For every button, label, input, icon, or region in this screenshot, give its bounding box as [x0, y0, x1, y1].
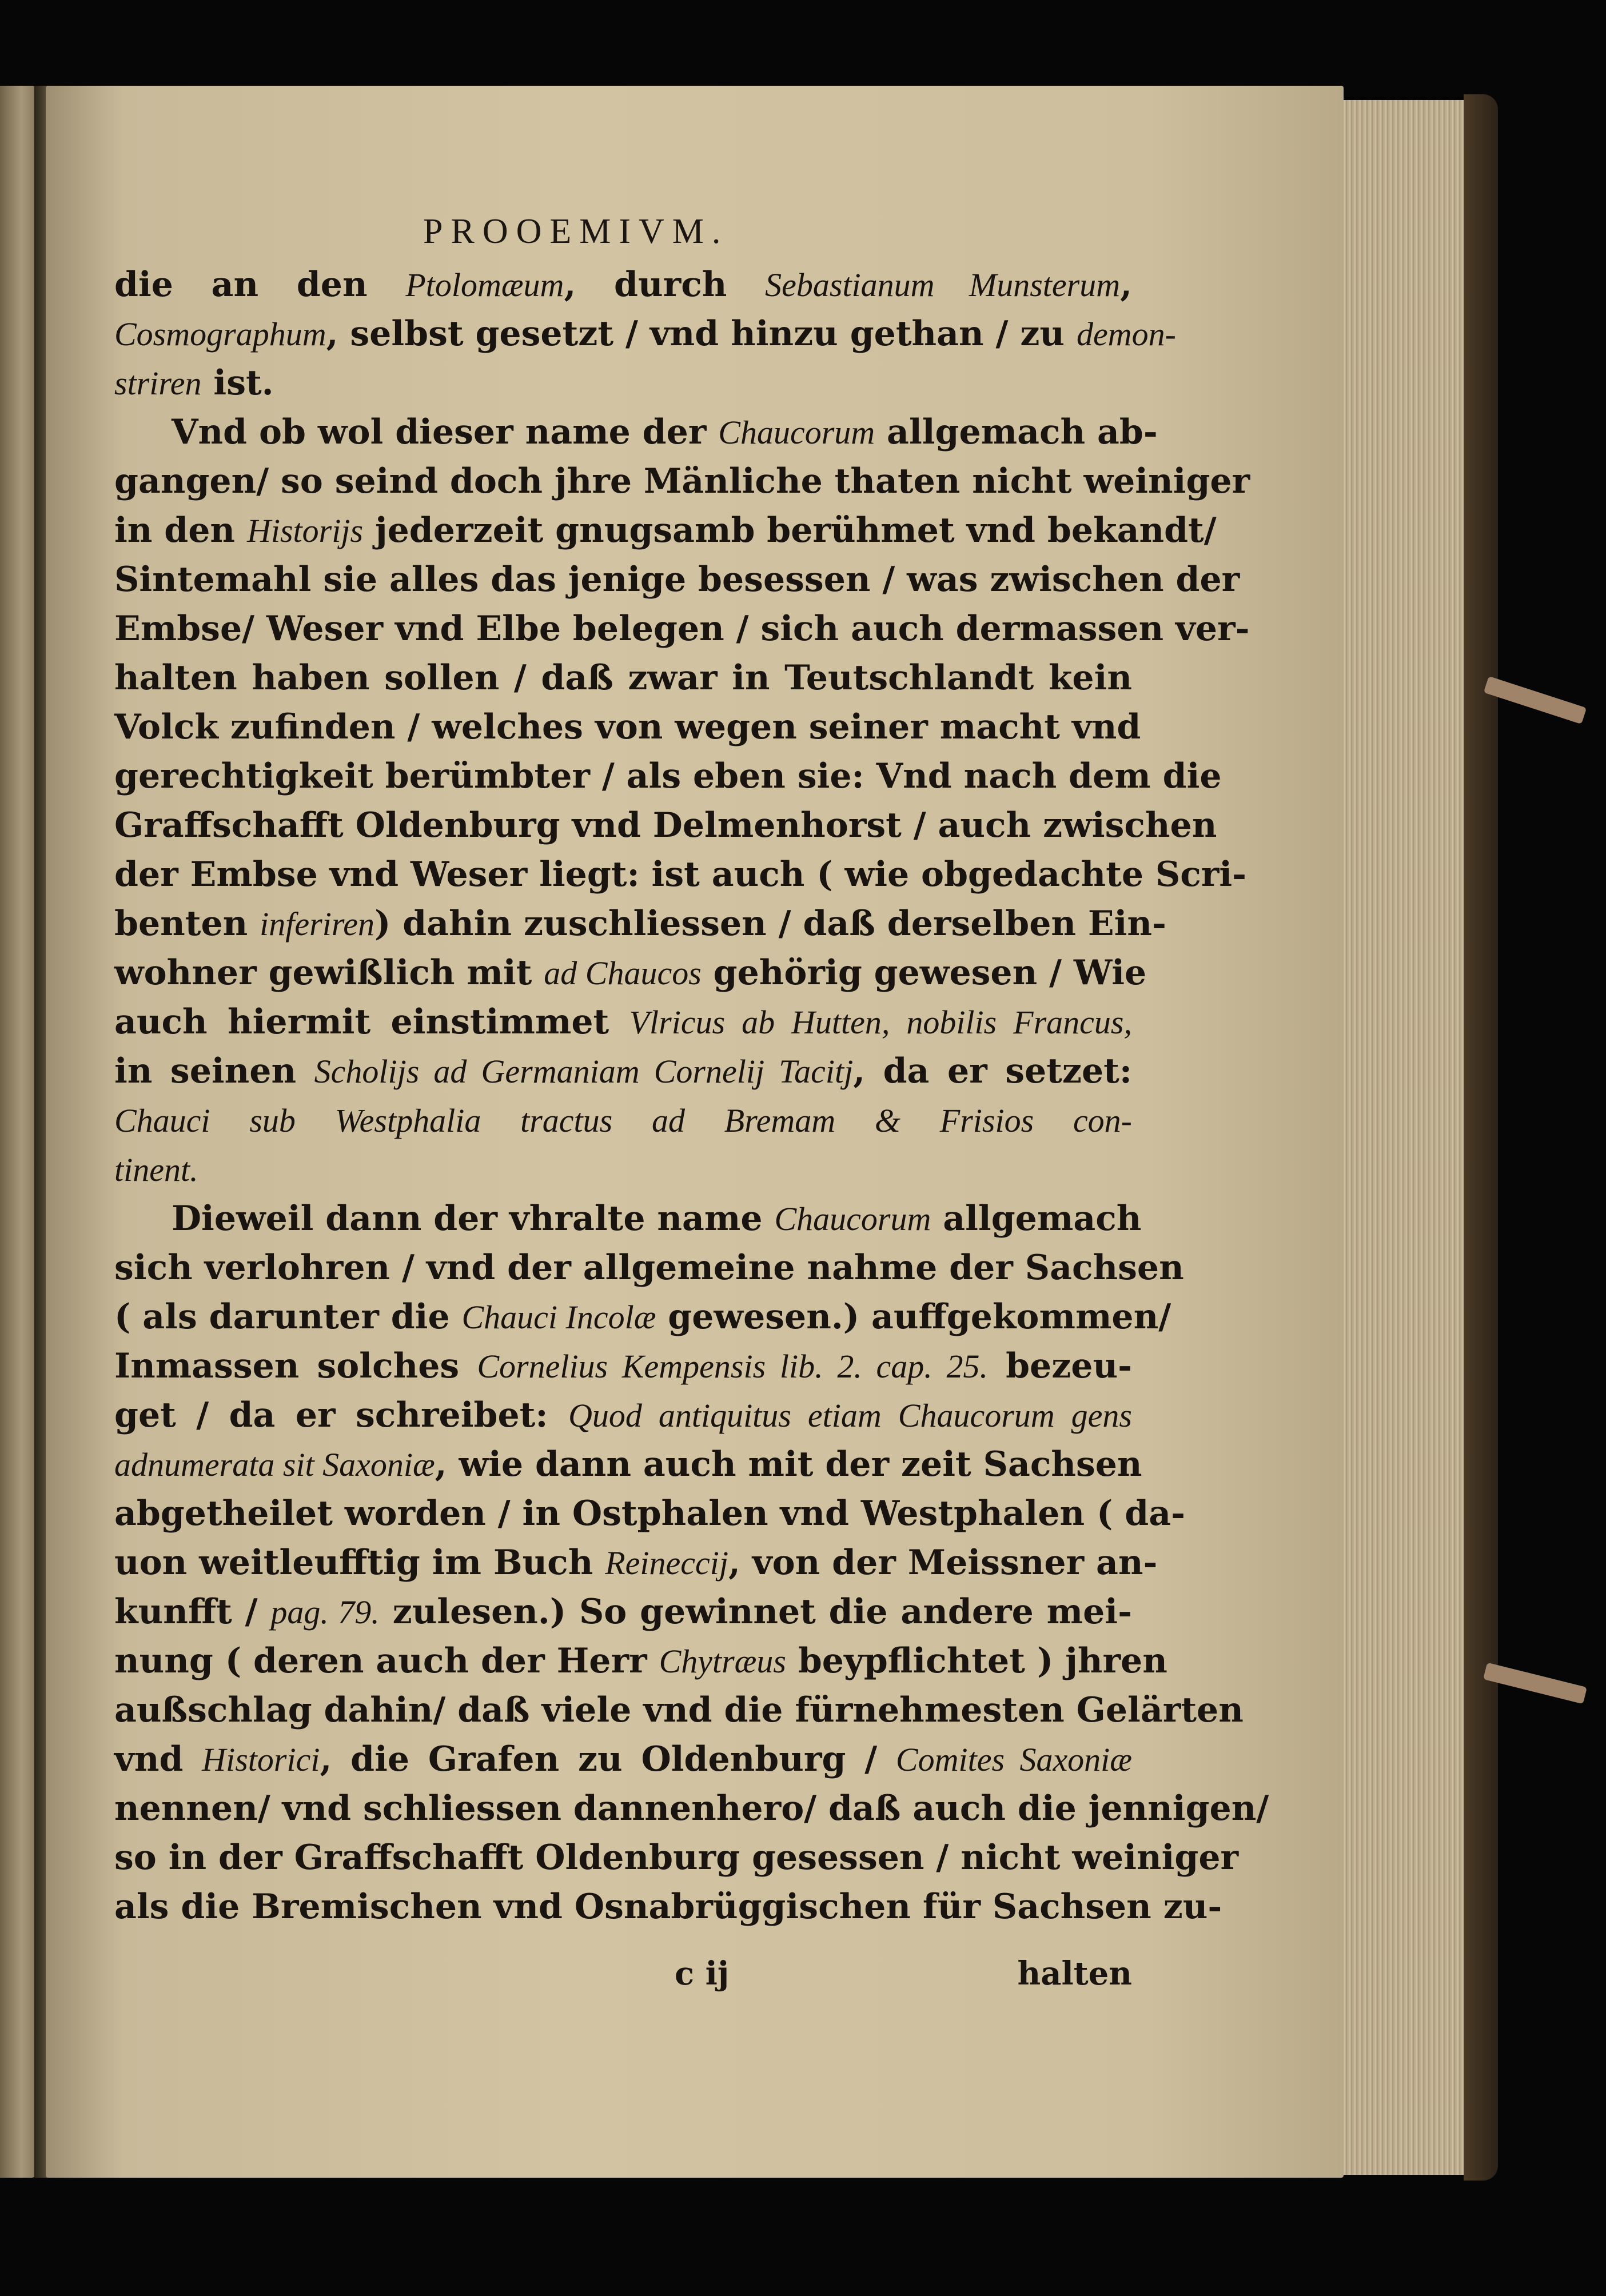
latin-phrase: Cosmographum: [114, 316, 326, 353]
text-line: [114, 260, 1132, 309]
latin-phrase: Chauci sub Westphalia tractus ad Bremam & Frisios con-: [114, 1102, 1132, 1139]
text-line: [114, 899, 1166, 948]
latin-phrase: Vlricus ab Hutten, nobilis Francus,: [629, 1004, 1132, 1041]
text-run: Vnd ob wol dieser name der: [172, 412, 719, 452]
text-line: [114, 1489, 1185, 1538]
text-line: [114, 555, 1240, 604]
text-run: gerechtigkeit berümbter / als eben sie: Vnd nach dem die: [114, 756, 1222, 796]
catchword: halten: [1017, 1955, 1132, 1992]
latin-phrase: Chaucorum: [718, 414, 875, 451]
text-run: die an den: [114, 265, 406, 305]
text-run: , wie dann auch mit der zeit Sachsen: [435, 1444, 1142, 1484]
text-line: [114, 1587, 1132, 1636]
text-run: , da er setzet:: [853, 1051, 1133, 1091]
text-line: [114, 1636, 1167, 1686]
left-page-edge: [0, 86, 35, 2178]
text-run: Volck zufinden / welches von wegen seiner macht vnd: [114, 707, 1141, 747]
text-line: [114, 1833, 1239, 1882]
bookmark-ribbon: [1484, 676, 1587, 724]
text-line: [114, 948, 1147, 997]
running-head: PROOEMIVM.: [423, 212, 729, 251]
text-line: [114, 850, 1247, 899]
text-line: [114, 408, 1158, 457]
latin-phrase: Chauci Incolæ: [461, 1299, 656, 1336]
text-run: vnd: [114, 1739, 202, 1779]
text-line: [114, 1784, 1269, 1833]
text-line: [114, 1292, 1171, 1341]
text-run: zulesen.) So gewinnet die andere mei-: [379, 1592, 1133, 1632]
text-line: [114, 358, 1132, 408]
latin-phrase: tinent.: [114, 1151, 198, 1188]
text-run: allgemach ab-: [875, 412, 1158, 452]
text-run: in den: [114, 510, 247, 550]
text-run: Sintemahl sie alles das jenige besessen / was zwischen der: [114, 560, 1240, 600]
text-run: Embse/ Weser vnd Elbe belegen / sich auch dermassen ver-: [114, 609, 1250, 649]
latin-phrase: demon-: [1076, 316, 1176, 353]
text-run: nennen/ vnd schliessen dannenhero/ daß auch die jennigen/: [114, 1788, 1269, 1828]
signature-mark: c ij: [675, 1955, 730, 1992]
text-run: in seinen: [114, 1051, 314, 1091]
text-line: [114, 801, 1217, 850]
text-run: , durch: [564, 265, 766, 305]
text-line: [114, 1735, 1132, 1784]
text-run: außschlag dahin/ daß viele vnd die fürnehmesten Gelärten: [114, 1690, 1244, 1730]
text-run: benten: [114, 904, 260, 944]
text-run: halten haben sollen / daß zwar in Teutschlandt kein: [114, 658, 1132, 698]
text-run: Graffschafft Oldenburg vnd Delmenhorst / auch zwischen: [114, 805, 1217, 845]
latin-phrase: Scholijs ad Germaniam Cornelij Tacitj: [314, 1053, 854, 1090]
book-cover-edge: [1464, 94, 1498, 2181]
text-line: [114, 1047, 1132, 1096]
text-run: Inmassen solches: [114, 1346, 477, 1386]
latin-phrase: adnumerata sit Saxoniæ: [114, 1446, 435, 1483]
text-run: als die Bremischen vnd Osnabrüggischen für Sachsen zu-: [114, 1887, 1222, 1927]
text-line: [114, 1391, 1132, 1440]
latin-phrase: Ptolomæum: [405, 266, 564, 304]
text-line: [114, 1440, 1142, 1489]
text-run: gewesen.) auffgekommen/: [656, 1297, 1171, 1337]
text-line: [114, 1145, 1132, 1194]
text-line: [114, 1538, 1158, 1587]
text-line: [114, 702, 1141, 752]
text-line: [114, 309, 1176, 358]
text-line: [114, 1686, 1244, 1735]
text-run: , von der Meissner an-: [728, 1543, 1158, 1583]
text-run: sich verlohren / vnd der allgemeine nahme der Sachsen: [114, 1248, 1184, 1288]
latin-phrase: pag. 79.: [270, 1594, 380, 1631]
text-run: der Embse vnd Weser liegt: ist auch ( wie obgedachte Scri-: [114, 854, 1247, 895]
latin-phrase: Historici: [202, 1741, 320, 1778]
text-run: wohner gewißlich mit: [114, 953, 544, 993]
bookmark-ribbon: [1483, 1663, 1587, 1704]
text-run: allgemach: [931, 1199, 1142, 1239]
text-run: so in der Graffschafft Oldenburg gesessen / nicht weiniger: [114, 1838, 1239, 1878]
text-line: [114, 997, 1132, 1047]
text-line: [114, 457, 1250, 506]
latin-phrase: striren: [114, 365, 202, 402]
text-run: kunfft /: [114, 1592, 271, 1632]
text-line: [114, 752, 1222, 801]
latin-phrase: inferiren: [260, 905, 374, 943]
latin-phrase: Chaucorum: [774, 1200, 931, 1237]
latin-phrase: Sebastianum Munsterum: [765, 266, 1121, 304]
text-line: [114, 604, 1250, 653]
text-run: jederzeit gnugsamb berühmet vnd bekandt/: [363, 510, 1217, 550]
text-line: [114, 506, 1217, 555]
text-run: abgetheilet worden / in Ostphalen vnd Westphalen ( da-: [114, 1494, 1185, 1534]
latin-phrase: ad Chaucos: [544, 955, 702, 992]
text-line: [114, 1194, 1142, 1243]
text-run: ,: [1120, 265, 1132, 305]
text-line: [114, 1341, 1132, 1391]
text-run: nung ( deren auch der Herr: [114, 1641, 659, 1681]
latin-phrase: Historijs: [246, 512, 364, 549]
text-line: [114, 653, 1132, 702]
text-run: ist.: [201, 363, 274, 403]
text-run: Dieweil dann der vhralte name: [172, 1199, 775, 1239]
latin-phrase: Chytræus: [659, 1643, 786, 1680]
text-line: [114, 1096, 1132, 1145]
text-line: [114, 1882, 1222, 1931]
text-run: bezeu-: [988, 1346, 1133, 1386]
text-run: , selbst gesetzt / vnd hinzu gethan / zu: [326, 314, 1077, 354]
text-run: ) dahin zuschliessen / daß derselben Ein-: [374, 904, 1166, 944]
text-run: ( als darunter die: [114, 1297, 462, 1337]
text-run: gangen/ so seind doch jhre Mänliche thaten nicht weiniger: [114, 461, 1250, 501]
text-run: gehörig gewesen / Wie: [701, 953, 1147, 993]
body-text: [114, 260, 1269, 1931]
text-line: [114, 1243, 1184, 1292]
text-run: , die Grafen zu Oldenburg /: [320, 1739, 896, 1779]
latin-phrase: Cornelius Kempensis lib. 2. cap. 25.: [477, 1348, 988, 1385]
latin-phrase: Reineccij: [605, 1544, 728, 1582]
text-run: beypflichtet ) jhren: [786, 1641, 1167, 1681]
text-run: get / da er schreibet:: [114, 1395, 568, 1435]
text-run: auch hiermit einstimmet: [114, 1002, 629, 1042]
latin-phrase: Quod antiquitus etiam Chaucorum gens: [568, 1397, 1132, 1434]
latin-phrase: Comites Saxoniæ: [895, 1741, 1132, 1778]
text-run: uon weitleufftig im Buch: [114, 1543, 605, 1583]
